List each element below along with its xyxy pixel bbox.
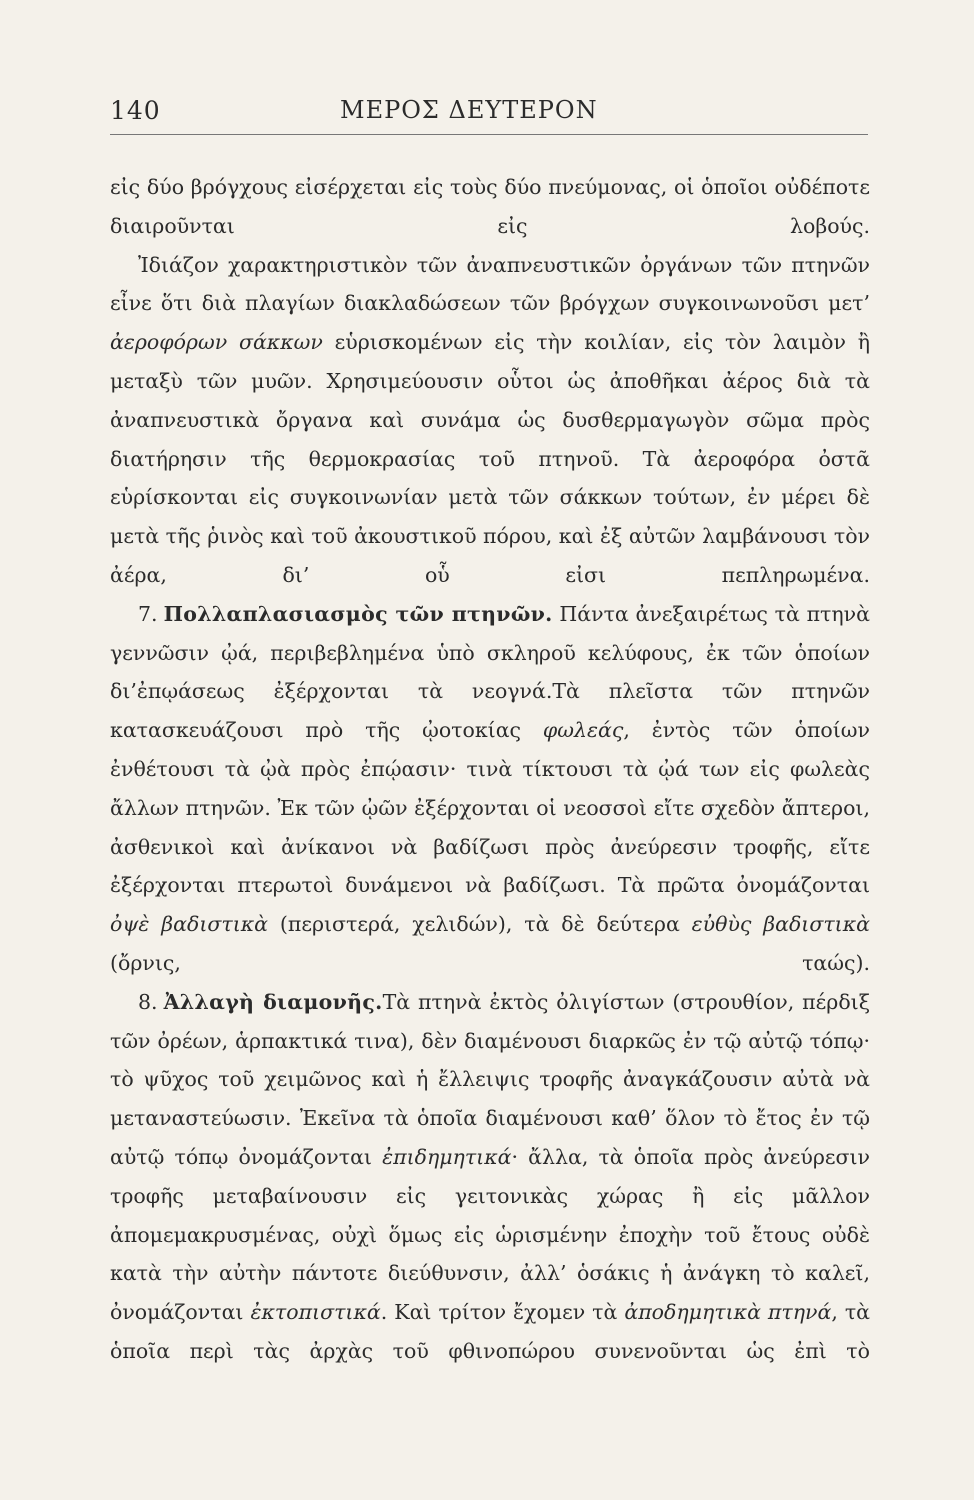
paragraph-1-text: εἰς δύο βρόγχους εἰσέρχεται εἰς τοὺς δύο πνεύμονας, οἱ ὁποῖοι οὐδέποτε διαιροῦνται εἰς λοβούς. [110, 175, 870, 238]
section-8-text-c: . Καὶ τρίτον ἔχομεν τὰ [380, 1300, 625, 1325]
section-7-number: 7. [138, 601, 158, 626]
paragraph-2 [110, 246, 870, 595]
section-7-emphasis-2: ὀψὲ βαδιστικὰ [110, 912, 269, 937]
section-7-emphasis-3: εὐθὺς βαδιστικὰ [691, 912, 871, 937]
section-7-text-c: (περιστερά, χελιδών), τὰ δὲ δεύτερα [268, 912, 692, 937]
section-7-heading: Πολλαπλασιασμὸς τῶν πτηνῶν. [163, 601, 553, 626]
section-7 [110, 595, 870, 983]
section-8-emphasis-1: ἐπιδημητικά [382, 1144, 512, 1169]
section-7-text-a: Πάντα ἀνεξαιρέτως τὰ πτηνὰ γεννῶσιν ᾠά, περιβεβλημένα ὑπὸ σκληροῦ κελύφους, ἐκ τῶν ὁποίων δι’ἐπῳάσεως ἐξέρχονται τὰ νεογνά.Τὰ πλεῖστα τῶν πτηνῶν κατασκευάζουσι πρὸ τῆς ᾠοτοκίας [110, 601, 870, 743]
page-number: 140 [110, 96, 161, 125]
paragraph-1 [110, 168, 870, 246]
header-rule [110, 134, 868, 135]
section-8-heading: Ἀλλαγὴ διαμονῆς. [163, 989, 383, 1014]
running-head: ΜΕΡΟΣ ΔΕΥΤΕΡΟΝ [340, 96, 598, 124]
section-7-text-b: , ἐντὸς τῶν ὁποίων ἐνθέτουσι τὰ ᾠὰ πρὸς ἐπῴασιν· τινὰ τίκτουσι τὰ ᾠά των εἰς φωλεὰς ἄλλων πτηνῶν. Ἐκ τῶν ᾠῶν ἐξέρχονται οἱ νεοσσοὶ εἴτε σχεδὸν ἄπτεροι, ἀσθενικοὶ καὶ ἀνίκανοι νὰ βαδίζωσι πρὸς ἀνεύρεσιν τροφῆς, εἴτε ἐξέρχονται πτερωτοὶ δυνάμενοι νὰ βαδίζωσι. Τὰ πρῶτα ὀνομάζονται [110, 718, 870, 898]
section-8-emphasis-3: ἀποδημητικὰ πτηνά [624, 1300, 832, 1325]
section-8-text-b: · ἄλλα, τὰ ὁποῖα πρὸς ἀνεύρεσιν τροφῆς μεταβαίνουσιν εἰς γειτονικὰς χώρας ἢ εἰς μᾶλλον ἀπομεμακρυσμένας, οὐχὶ ὅμως εἰς ὡρισμένην ἐποχὴν τοῦ ἔτους οὐδὲ κατὰ τὴν αὐτὴν πάντοτε διεύθυνσιν, ἀλλ’ ὁσάκις ἡ ἀνάγκη τὸ καλεῖ, ὀνομάζονται [110, 1144, 870, 1325]
section-8-text-a: Τὰ πτηνὰ ἐκτὸς ὀλιγίστων (στρουθίον, πέρδιξ τῶν ὀρέων, ἁρπακτικά τινα), δὲν διαμένουσι διαρκῶς ἐν τῷ αὐτῷ τόπῳ· τὸ ψῦχος τοῦ χειμῶνος καὶ ἡ ἔλλειψις τροφῆς ἀναγκάζουσιν αὐτὰ νὰ μεταναστεύωσιν. Ἐκεῖνα τὰ ὁποῖα διαμένουσι καθ’ ὅλον τὸ ἔτος ἐν τῷ αὐτῷ τόπῳ ὀνομάζονται [110, 989, 870, 1169]
section-8-number: 8. [138, 989, 158, 1014]
section-8-emphasis-2: ἐκτοπιστικά [250, 1300, 381, 1325]
paragraph-2-emphasis: ἀεροφόρων σάκκων [110, 330, 323, 355]
body-text [110, 168, 870, 1371]
section-7-emphasis-1: φωλεάς [542, 718, 624, 743]
section-7-text-d: (ὄρνις, ταώς). [110, 950, 870, 975]
paragraph-2-text-a: Ἰδιάζον χαρακτηριστικὸν τῶν ἀναπνευστικῶν ὀργάνων τῶν πτηνῶν εἶνε ὅτι διὰ πλαγίων διακλαδώσεων τῶν βρόγχων συγκοινωνοῦσι μετ’ [110, 252, 870, 316]
page-header [110, 96, 870, 132]
section-8-text-d: , τὰ ὁποῖα περὶ τὰς ἀρχὰς τοῦ φθινοπώρου συνενοῦνται ὡς ἐπὶ τὸ [110, 1300, 871, 1363]
section-8 [110, 983, 870, 1371]
paragraph-2-text-b: εὑρισκομένων εἰς τὴν κοιλίαν, εἰς τὸν λαιμὸν ἢ μεταξὺ τῶν μυῶν. Χρησιμεύουσιν οὗτοι ὡς ἀποθῆκαι ἀέρος διὰ τὰ ἀναπνευστικὰ ὄργανα καὶ συνάμα ὡς δυσθερμαγωγὸν σῶμα πρὸς διατήρησιν τῆς θερμοκρασίας τοῦ πτηνοῦ. Τὰ ἀεροφόρα ὀστᾶ εὑρίσκονται εἰς συγκοινωνίαν μετὰ τῶν σάκκων τούτων, ἐν μέρει δὲ μετὰ τῆς ῥινὸς καὶ τοῦ ἀκουστικοῦ πόρου, καὶ ἐξ αὐτῶν λαμβάνουσι τὸν ἀέρα, δι’ οὗ εἰσι πεπληρωμένα. [110, 330, 870, 587]
